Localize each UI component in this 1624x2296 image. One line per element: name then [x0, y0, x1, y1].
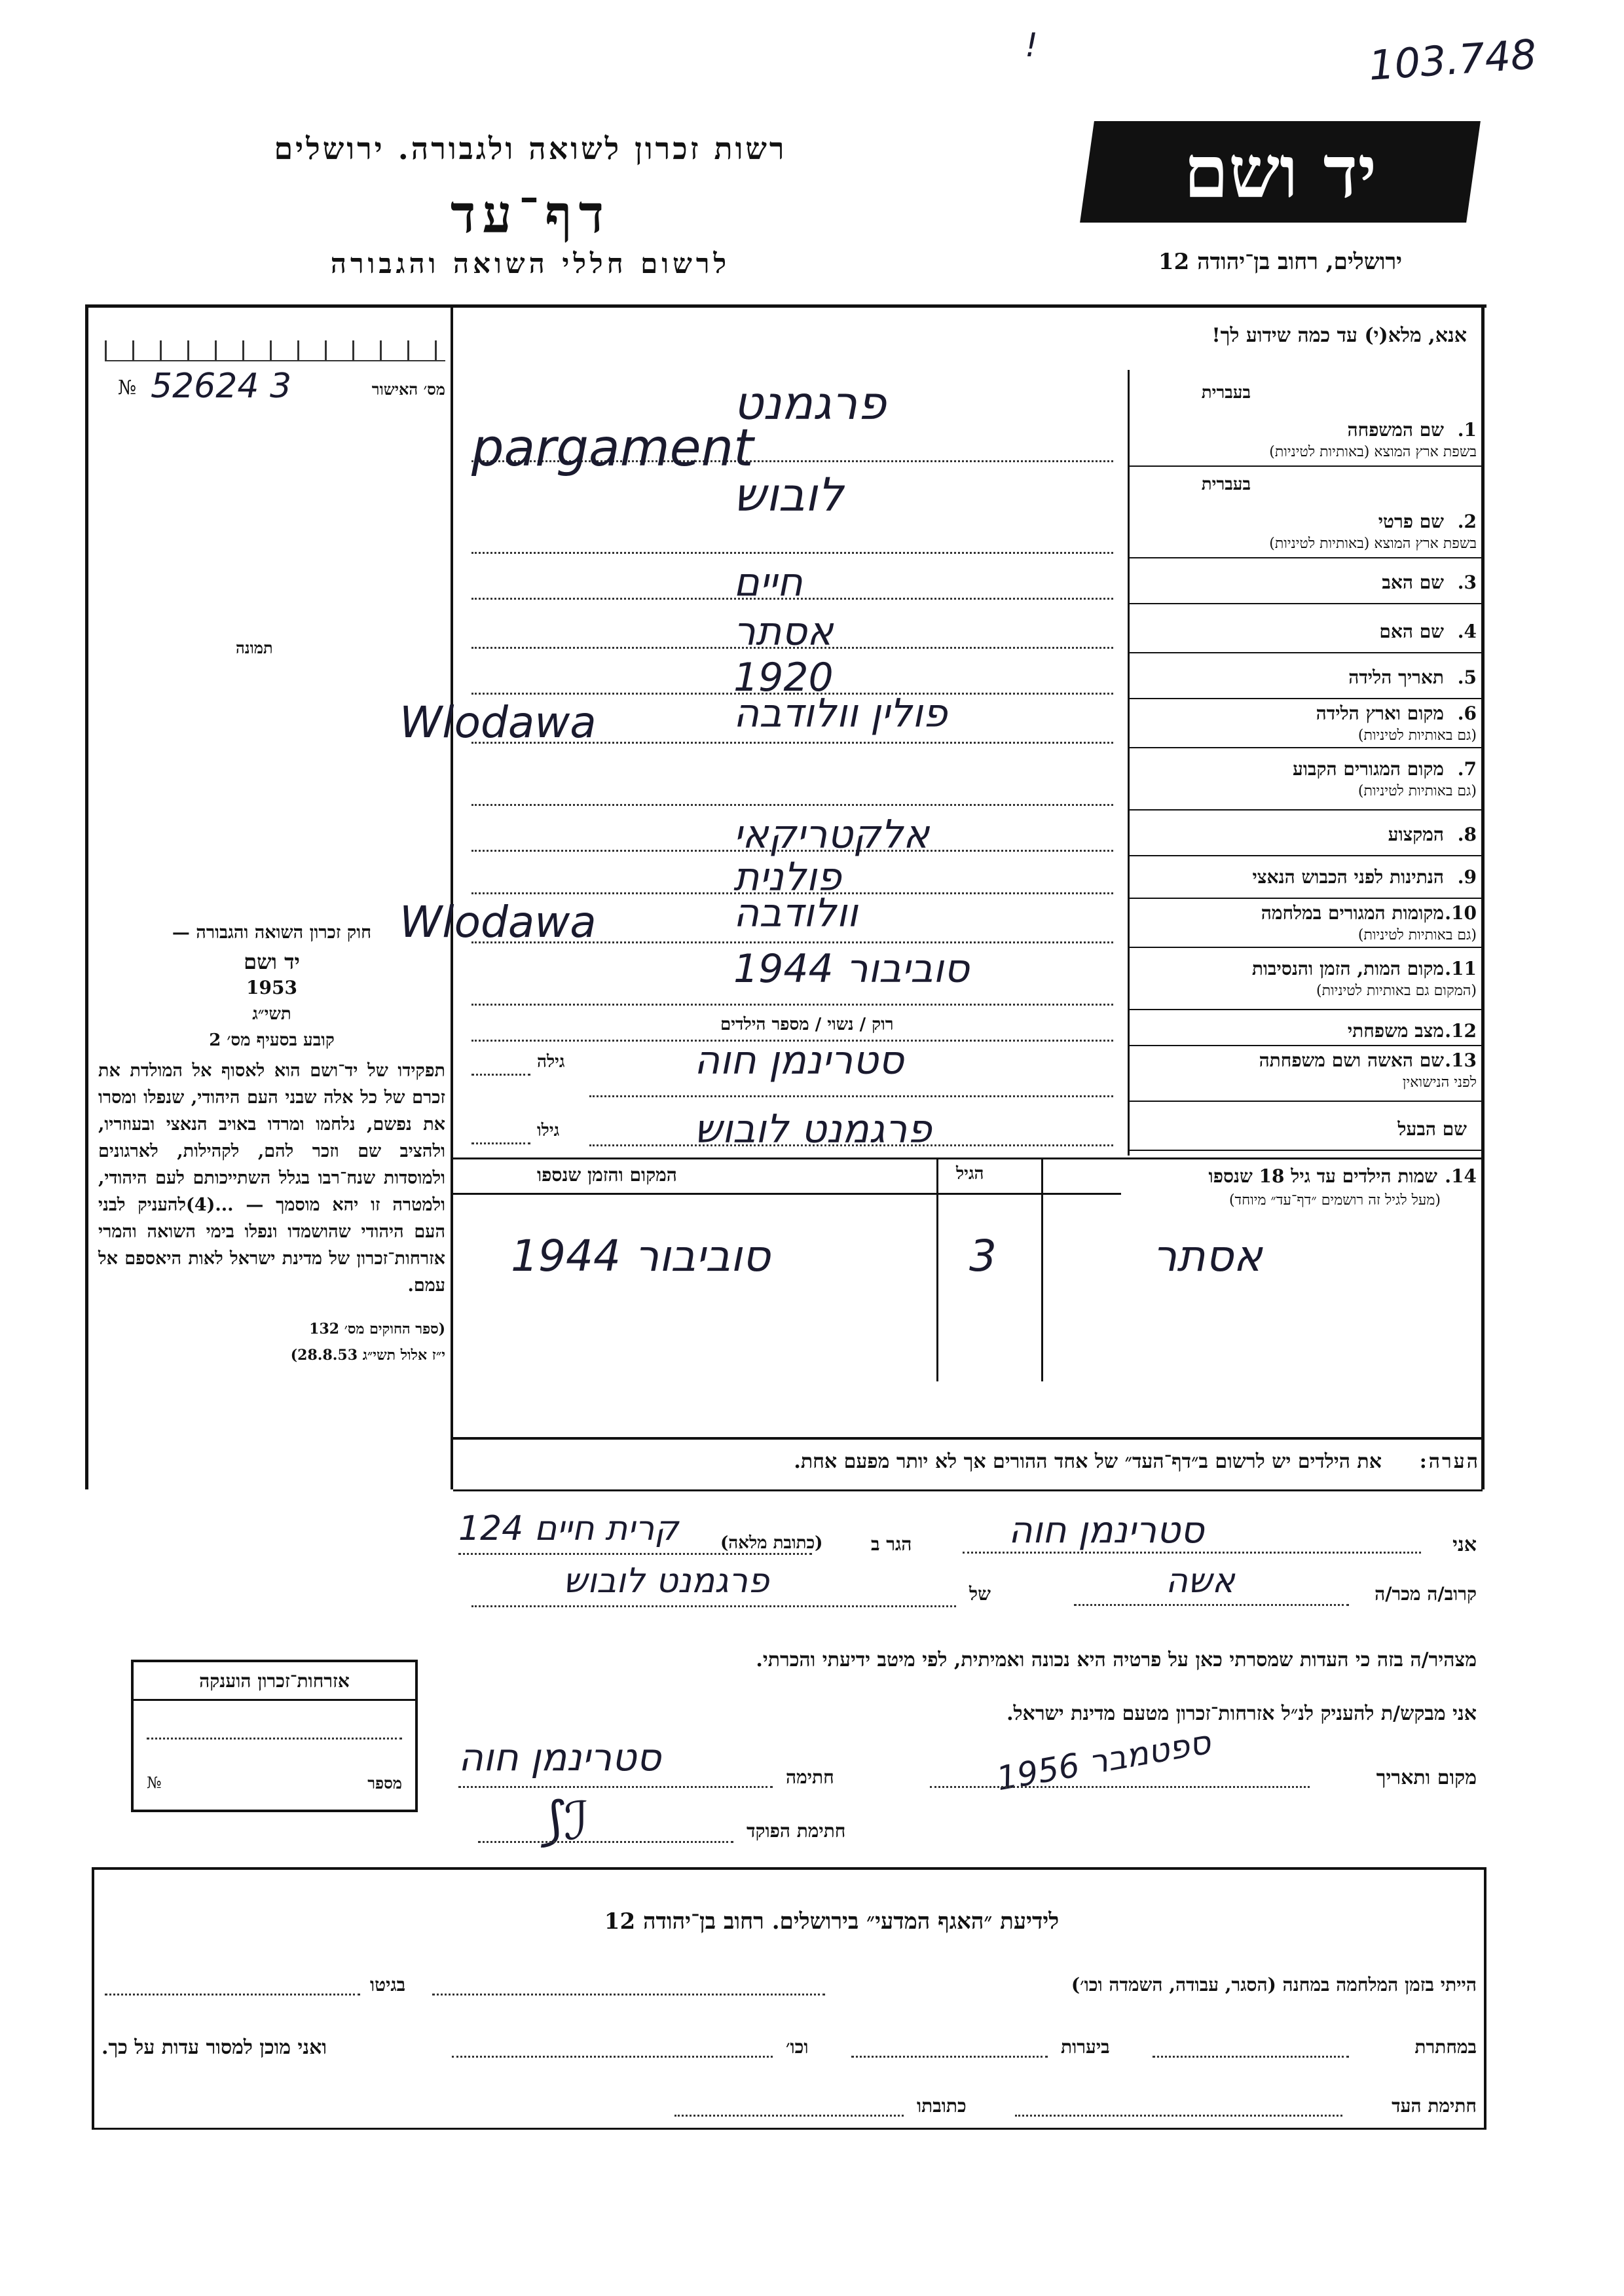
field-row-rule: [1128, 1101, 1481, 1102]
bottom-line1-dots: [432, 1994, 825, 1995]
decl-name: סטרינמן חוה: [1008, 1509, 1204, 1552]
field-value-line: [471, 804, 1113, 806]
field-sub: (גם באותיות לטיניות): [1357, 927, 1477, 943]
field-value: 1920: [733, 655, 834, 701]
field-num: 10.: [1445, 902, 1477, 924]
field-value-line: [471, 1004, 1113, 1006]
form-subtitle: לרשום חללי השואה והגבורה: [330, 247, 731, 280]
decl-date-line: [930, 1786, 1310, 1788]
children-label: שמות הילדים עד גיל 18 שנספו: [1208, 1165, 1437, 1187]
field-row-rule: [1128, 855, 1481, 856]
field-row-rule: [1128, 1150, 1481, 1151]
field-label: שם המשפחה: [1347, 419, 1444, 441]
field-age-label: גילה: [537, 1052, 565, 1072]
decl-of: של: [969, 1583, 991, 1605]
field-value: חיים: [733, 560, 803, 606]
children-col-rule-2: [1041, 1159, 1043, 1381]
field-row-rule: [1128, 557, 1481, 558]
decl-relation-label: קרוב/ה מכר/ה: [1375, 1583, 1477, 1605]
children-col-place: המקום והזמן שנספו: [537, 1164, 677, 1186]
law-title: חוק זכרון השואה והגבורה —: [172, 922, 372, 943]
citizenship-box: [131, 1660, 418, 1812]
field-value: אלקטריקאי: [733, 812, 930, 858]
field-value-latin: Wlodawa: [399, 897, 597, 947]
child-age: 3: [969, 1231, 997, 1281]
rule-children-top: [453, 1157, 1483, 1159]
decl-ani: אני: [1452, 1533, 1477, 1556]
field-num: 11.: [1445, 958, 1477, 979]
decl-signature-line: [458, 1786, 773, 1788]
field-num: 5.: [1457, 666, 1477, 688]
decl-name-line: [963, 1552, 1421, 1554]
rule-bottom-top: [92, 1867, 1486, 1870]
bottom-line2c: וכו׳: [786, 2036, 809, 2058]
field-label: שם האם: [1379, 621, 1444, 642]
field-value: וולודבה: [733, 890, 858, 936]
field-sub: לפני הנישואין: [1402, 1074, 1477, 1091]
labels-divider: [1128, 370, 1130, 1156]
bottom-line3a-dots: [1015, 2115, 1342, 2117]
child-place: סוביבור 1944: [511, 1231, 771, 1281]
field-options: רוק / נשוי / מספר הילדים: [720, 1015, 894, 1034]
field-label: שם האשה ושם משפחתה: [1259, 1049, 1444, 1071]
field-label: שם פרטי: [1378, 511, 1444, 532]
field-row-rule: [1128, 1045, 1481, 1046]
citizenship-number-label: מספר: [367, 1774, 402, 1793]
field-row-rule: [1128, 603, 1481, 604]
law-clause: קובע בסעיף מס׳ 2: [209, 1030, 335, 1050]
archive-number: 103.748: [1367, 30, 1538, 90]
field-row-rule: [1128, 1009, 1481, 1010]
bottom-line3b: כתובתו: [917, 2095, 967, 2117]
field-row-rule: [1128, 809, 1481, 811]
citizenship-line-1: [147, 1738, 402, 1740]
decl-signature: סטרינמן חוה: [458, 1735, 661, 1779]
bottom-line2a-dots: [1153, 2056, 1349, 2058]
field-value: פרגמנט לובוש: [694, 1106, 932, 1152]
bottom-line1b-dots: [105, 1994, 360, 1995]
field-value: סוביבור 1944: [733, 946, 970, 992]
field-value-line: [471, 552, 1113, 554]
bottom-line2b-dots: [851, 2056, 1048, 2058]
field-num: 4.: [1457, 621, 1477, 642]
field-row-rule: [1128, 947, 1481, 948]
bottom-line1a: הייתי בזמן המלחמה במחנה (הסגר, עבודה, השמדה וכו׳): [1071, 1974, 1477, 1995]
field-label: מקומות המגורים במלחמה: [1261, 902, 1444, 924]
field-age-label: גילו: [537, 1121, 560, 1140]
decl-address-line: [458, 1553, 812, 1555]
registration-label: מס׳ האישור: [371, 380, 445, 399]
field-num: 1.: [1457, 419, 1477, 441]
field-label: מקום המגורים הקבוע: [1293, 758, 1444, 780]
decl-address-label: (כתובת מלאה): [720, 1533, 823, 1553]
field-label: תאריך הלידה: [1348, 666, 1444, 688]
decl-relation-line: [1074, 1604, 1349, 1606]
decl-of-name-line: [471, 1605, 956, 1607]
decl-officer-label: חתימת הפוקד: [747, 1820, 846, 1842]
note-label: הערה:: [1419, 1450, 1480, 1473]
field-value: לובוש: [733, 468, 843, 522]
field-value: סטרינמן חוה: [694, 1038, 904, 1084]
field-num: 2.: [1457, 511, 1477, 532]
authority-name: רשות זכרון לשואה ולגבורה. ירושלים: [274, 131, 787, 166]
rule-note-bottom: [453, 1489, 1483, 1491]
header-address: ירושלים, רחוב בן־יהודה 12: [1158, 249, 1403, 275]
field-age-line: [471, 1142, 530, 1144]
logo-text: יד ושם: [1183, 130, 1377, 214]
field-label: הנתינות לפני הכבוש הנאצי: [1252, 866, 1444, 888]
field-row-rule: [1128, 652, 1481, 653]
children-col-age: הגיל: [956, 1164, 984, 1184]
bottom-line2c-dots: [452, 2056, 773, 2058]
child-name: אסתר: [1153, 1231, 1263, 1281]
stray-mark: !: [1025, 26, 1039, 64]
field-num: 9.: [1457, 866, 1477, 888]
field-label: מקום וארץ הלידה: [1316, 702, 1444, 724]
sidebar-law: [98, 920, 445, 1368]
decl-statement: מצהיר/ה בזה כי העדות שמסרתי כאן על פרטיה היא נכונה ואמיתית, לפי מיטב ידיעתי והכרתי.: [756, 1649, 1477, 1671]
bottom-line2b: ביערות: [1061, 2036, 1110, 2058]
children-header-rule: [453, 1193, 1121, 1195]
officer-signature-mark: ⟆ℐ: [544, 1791, 589, 1851]
frame-top: [85, 304, 1486, 308]
bottom-title: לידיעת ״האגף המדעי״ בירושלים. רחוב בן־יהודה 12: [604, 1908, 1060, 1935]
decl-place-date-label: מקום ותאריך: [1376, 1766, 1477, 1789]
field-row-rule: [1128, 747, 1481, 748]
frame-right-border: [1481, 304, 1485, 1489]
bottom-line2a: במחתרת: [1414, 2036, 1477, 2058]
decl-relation: אשה: [1166, 1561, 1235, 1601]
field-value-line: [589, 1095, 1113, 1097]
bottom-line3a: חתימת העד: [1392, 2095, 1477, 2117]
decl-officer-line: [478, 1841, 733, 1843]
law-year-heb: תשי״ג: [252, 1004, 291, 1024]
photo-label: תמונה: [236, 638, 273, 657]
law-body: תפקידו של יד־ושם הוא לאסוף אל המולדת את זכרם של כל אלה שבני העם היהודי, שנפלו ומסרו את נפשם, נלחמו ומרדו באויב הנאצי ובעוזריו, ולהציב שם וזכר להם, לקהילות, לארגונים ולמוסדות שנח־רבו בגלל השתייכותם לעם היהודי, ולמטרה זו יהא מוסמך — ...(4)להעניק לבני העם היהודי שהושמדו ונפלו בימי השואה והמרי אזרחות־זכרון של מדינת ישראל לאות היאספם אל עמם.: [98, 1061, 445, 1296]
bottom-line2d: ואני מוכן למסור עדות על כך.: [101, 2036, 327, 2059]
children-col-rule-1: [936, 1159, 938, 1381]
field-row-rule: [1128, 465, 1481, 467]
decl-resides: הגר ב: [871, 1533, 912, 1555]
intro-text: אנא, מלא(י) עד כמה שידוע לך!: [1211, 324, 1467, 347]
field-row-rule: [1128, 898, 1481, 899]
field-label: מקום המות, הזמן והנסיבות: [1251, 958, 1444, 979]
field-lang: בעברית: [1201, 383, 1251, 403]
field-num: 12.: [1445, 1020, 1477, 1042]
field-value: פולנית: [733, 854, 841, 900]
law-reference: (ספר החוקים מס׳ 132: [309, 1321, 445, 1338]
field-num: 3.: [1457, 572, 1477, 593]
bottom-line1b: בגיטו: [370, 1974, 406, 1995]
children-sub: (מעל לגיל זה רושמים ״דף־עד״ מיוחד): [1228, 1192, 1441, 1209]
rule-bottom-right: [1484, 1867, 1486, 2129]
rule-note-top: [453, 1437, 1483, 1440]
field-sub: (גם באותיות לטיניות): [1357, 783, 1477, 799]
field-value-latin: pargament: [471, 419, 754, 478]
bottom-line3b-dots: [674, 2115, 904, 2117]
registration-box: [105, 340, 445, 419]
field-value-latin: Wlodawa: [399, 697, 597, 748]
field-num: 8.: [1457, 824, 1477, 845]
field-num: 13.: [1445, 1049, 1477, 1071]
field-value: פרגמנט: [733, 376, 887, 430]
field-value: פולין וולודבה: [733, 691, 948, 737]
field-sub: בשפת ארץ המוצא (באותיות לטיניות): [1269, 444, 1477, 460]
rule-bottom-left: [92, 1867, 94, 2129]
field-value: אסתר: [733, 609, 834, 655]
field-age-line: [471, 1074, 530, 1076]
children-num: 14.: [1445, 1165, 1477, 1187]
decl-address: קרית חיים 124: [458, 1509, 679, 1548]
registration-number: 52624 3: [151, 367, 292, 406]
field-label: המקצוע: [1388, 824, 1444, 845]
field-row-rule: [1128, 698, 1481, 699]
citizenship-no: №: [147, 1774, 162, 1792]
field-label: מצב משפחתי: [1347, 1020, 1444, 1042]
field-sub: (גם באותיות לטיניות): [1357, 727, 1477, 744]
frame-left-border: [85, 304, 88, 1489]
field-num: 7.: [1457, 758, 1477, 780]
law-reference-date: י״ז אלול תשי״ג 28.8.53): [290, 1347, 445, 1364]
rule-bottom-end: [92, 2128, 1486, 2130]
registration-prefix: №: [118, 376, 137, 399]
law-year: 1953: [246, 977, 297, 998]
citizenship-title: אזרחות־זכרון הוענקה: [134, 1662, 415, 1701]
form-title: דף־עד: [450, 183, 611, 245]
decl-date: ספטמבר 1956: [993, 1722, 1213, 1798]
note-text: את הילדים יש לרשום ב״דף־העד״ של אחד ההורים אך לא יותר מפעם אחת.: [794, 1450, 1382, 1473]
field-sub: בשפת ארץ המוצא (באותיות לטיניות): [1269, 536, 1477, 552]
decl-request: אני מבקש/ת להעניק לנ״ל אזרחות־זכרון מטעם מדינת ישראל.: [1006, 1702, 1477, 1725]
decl-signature-label: חתימה: [786, 1766, 834, 1788]
law-name: יד ושם: [244, 949, 300, 974]
yad-vashem-logo: [1080, 121, 1481, 223]
field-label: שם האב: [1382, 572, 1444, 593]
field-num: 6.: [1457, 702, 1477, 724]
decl-of-name: פרגמנט לובוש: [563, 1561, 769, 1601]
field-sub: (המקום גם באותיות לטיניות): [1316, 983, 1477, 999]
field-label: שם הבעל: [1397, 1118, 1467, 1140]
field-lang: בעברית: [1201, 475, 1251, 494]
